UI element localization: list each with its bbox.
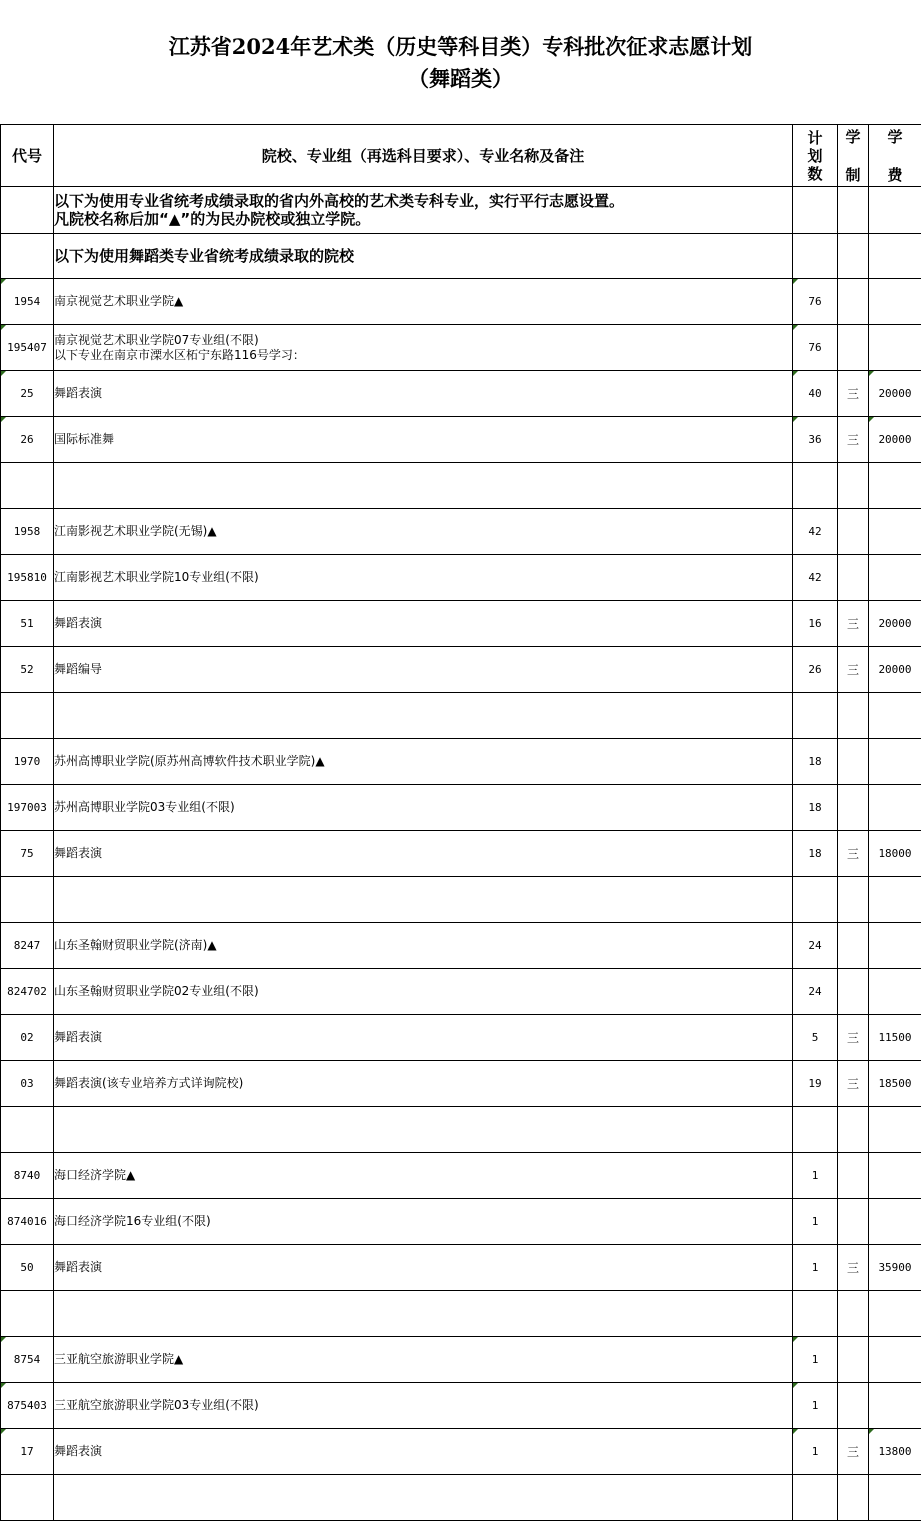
years-cell <box>838 601 869 647</box>
plan-count-cell <box>793 785 838 831</box>
name-cell <box>54 1291 793 1337</box>
plan-count-value: 24 <box>808 939 822 952</box>
cell-flag-icon <box>869 1429 874 1434</box>
name-value: 舞蹈表演 <box>54 1444 103 1458</box>
cell-flag-icon <box>793 417 798 422</box>
years-value: 三 <box>846 847 859 861</box>
fee-value: 20000 <box>878 433 912 446</box>
code-value: 8754 <box>13 1353 41 1366</box>
plan-count-cell <box>793 417 838 463</box>
fee-cell <box>869 325 921 371</box>
plan-count-cell <box>793 831 838 877</box>
code-cell <box>1 739 54 785</box>
name-cell <box>54 647 793 693</box>
plan-count-value: 1 <box>811 1353 819 1366</box>
name-cell <box>54 1015 793 1061</box>
table-row <box>1 739 921 785</box>
name-cell <box>54 1199 793 1245</box>
code-cell <box>1 693 54 739</box>
name-cell <box>54 693 793 739</box>
table-row <box>1 647 921 693</box>
name-cell <box>54 969 793 1015</box>
code-value: 75 <box>20 847 34 860</box>
fee-cell <box>869 463 921 509</box>
notice-dance-section <box>54 234 793 279</box>
plan-count-value: 5 <box>811 1031 819 1044</box>
plan-count-value: 24 <box>808 985 822 998</box>
code-value: 875403 <box>7 1399 47 1412</box>
name-cell <box>54 1429 793 1475</box>
notice-line: 以下为使用舞蹈类专业省统考成绩录取的院校 <box>54 247 355 265</box>
plan-count-value: 76 <box>808 341 822 354</box>
plan-count-value: 18 <box>808 801 822 814</box>
code-cell <box>1 279 54 325</box>
header-plan-char-1: 计 <box>807 128 823 147</box>
code-cell <box>1 1337 54 1383</box>
code-cell <box>1 555 54 601</box>
name-cell <box>54 371 793 417</box>
cell-flag-icon <box>1 417 6 422</box>
years-cell <box>838 785 869 831</box>
code-cell <box>1 1383 54 1429</box>
header-fee-char-1: 学 <box>887 127 903 146</box>
fee-cell <box>869 279 921 325</box>
code-cell <box>1 831 54 877</box>
table-row <box>1 1015 921 1061</box>
years-value: 三 <box>846 1031 859 1045</box>
name-cell <box>54 831 793 877</box>
code-value: 1954 <box>13 295 41 308</box>
years-cell <box>838 1383 869 1429</box>
years-cell <box>838 509 869 555</box>
name-value: 南京视觉艺术职业学院▲ <box>54 294 184 308</box>
name-cell <box>54 1245 793 1291</box>
years-cell <box>838 1429 869 1475</box>
table-row <box>1 279 921 325</box>
cell-flag-icon <box>793 325 798 330</box>
cell-flag-icon <box>793 279 798 284</box>
header-plan-char-2: 划 <box>807 146 823 165</box>
name-value: 舞蹈编导 <box>54 662 103 676</box>
plan-count-value: 19 <box>808 1077 822 1090</box>
code-cell <box>1 1061 54 1107</box>
empty-cell <box>869 187 921 234</box>
plan-count-cell <box>793 555 838 601</box>
fee-cell <box>869 693 921 739</box>
name-value: 舞蹈表演 <box>54 386 103 400</box>
cell-flag-icon <box>1 1429 6 1434</box>
years-cell <box>838 1475 869 1521</box>
fee-cell <box>869 647 921 693</box>
plan-count-value: 18 <box>808 755 822 768</box>
header-name: 院校、专业组（再选科目要求）、专业名称及备注 <box>54 125 793 187</box>
years-value: 三 <box>846 617 859 631</box>
code-value: 8247 <box>13 939 41 952</box>
name-cell <box>54 509 793 555</box>
code-value: 52 <box>20 663 34 676</box>
fee-cell <box>869 831 921 877</box>
code-cell <box>1 877 54 923</box>
code-cell <box>1 1199 54 1245</box>
document-subtitle: （舞蹈类） <box>408 66 513 91</box>
code-cell <box>1 1475 54 1521</box>
header-fee <box>869 125 921 187</box>
fee-cell <box>869 1199 921 1245</box>
table-header-row <box>1 125 921 187</box>
header-fee-char-2: 费 <box>887 165 903 184</box>
years-cell <box>838 1291 869 1337</box>
name-note: 以下专业在南京市溧水区柘宁东路116号学习： <box>54 347 305 362</box>
years-value: 三 <box>846 1077 859 1091</box>
name-cell <box>54 325 793 371</box>
name-cell <box>54 785 793 831</box>
cell-flag-icon <box>1 1337 6 1342</box>
header-years-char-2: 制 <box>845 165 861 184</box>
plan-count-cell <box>793 1291 838 1337</box>
name-value: 海口经济学院▲ <box>54 1168 136 1182</box>
plan-count-cell <box>793 1383 838 1429</box>
fee-cell <box>869 785 921 831</box>
plan-count-value: 42 <box>808 525 822 538</box>
code-cell <box>1 601 54 647</box>
table-row <box>1 831 921 877</box>
fee-value: 11500 <box>878 1031 912 1044</box>
cell-flag-icon <box>1 371 6 376</box>
name-value: 三亚航空旅游职业学院▲ <box>54 1352 184 1366</box>
code-value: 8740 <box>13 1169 41 1182</box>
cell-flag-icon <box>793 371 798 376</box>
empty-cell <box>793 234 838 279</box>
header-plan-count <box>793 125 838 187</box>
plan-count-cell <box>793 1245 838 1291</box>
fee-cell <box>869 1429 921 1475</box>
cell-flag-icon <box>793 1383 798 1388</box>
empty-cell <box>793 187 838 234</box>
code-value: 51 <box>20 617 34 630</box>
plan-count-cell <box>793 371 838 417</box>
plan-count-value: 36 <box>808 433 822 446</box>
code-value: 17 <box>20 1445 34 1458</box>
plan-count-cell <box>793 463 838 509</box>
spacer-row <box>1 1107 921 1153</box>
fee-cell <box>869 417 921 463</box>
notice-code-cell <box>1 187 54 234</box>
years-value: 三 <box>846 1261 859 1275</box>
years-cell <box>838 1153 869 1199</box>
table-row <box>1 1153 921 1199</box>
fee-cell <box>869 877 921 923</box>
enrollment-plan-table <box>0 124 921 1521</box>
fee-value: 20000 <box>878 663 912 676</box>
name-cell <box>54 601 793 647</box>
spacer-row <box>1 693 921 739</box>
code-cell <box>1 1153 54 1199</box>
years-cell <box>838 1015 869 1061</box>
years-cell <box>838 877 869 923</box>
plan-count-value: 1 <box>811 1169 819 1182</box>
code-value: 1970 <box>13 755 41 768</box>
notice-row <box>1 234 921 279</box>
table-row <box>1 1199 921 1245</box>
empty-cell <box>838 187 869 234</box>
fee-cell <box>869 1475 921 1521</box>
header-years-char-1: 学 <box>845 127 861 146</box>
notice-row <box>1 187 921 234</box>
table-row <box>1 1383 921 1429</box>
code-value: 824702 <box>7 985 47 998</box>
cell-flag-icon <box>1 279 6 284</box>
header-plan-char-3: 数 <box>807 164 823 183</box>
code-value: 03 <box>20 1077 34 1090</box>
code-cell <box>1 1245 54 1291</box>
table-row <box>1 1061 921 1107</box>
fee-cell <box>869 1383 921 1429</box>
plan-count-value: 76 <box>808 295 822 308</box>
years-value: 三 <box>846 387 859 401</box>
plan-count-cell <box>793 1107 838 1153</box>
code-value: 874016 <box>7 1215 47 1228</box>
fee-cell <box>869 1015 921 1061</box>
fee-value: 35900 <box>878 1261 912 1274</box>
plan-count-cell <box>793 923 838 969</box>
code-cell <box>1 1107 54 1153</box>
cell-flag-icon <box>793 1337 798 1342</box>
years-cell <box>838 739 869 785</box>
plan-count-cell <box>793 601 838 647</box>
table-row <box>1 1429 921 1475</box>
plan-count-value: 1 <box>811 1445 819 1458</box>
fee-cell <box>869 1337 921 1383</box>
name-cell <box>54 279 793 325</box>
plan-count-cell <box>793 1015 838 1061</box>
years-cell <box>838 969 869 1015</box>
name-value: 舞蹈表演 <box>54 846 103 860</box>
plan-count-value: 40 <box>808 387 822 400</box>
document-title: 江苏省2024年艺术类（历史等科目类）专科批次征求志愿计划 <box>168 34 753 59</box>
cell-flag-icon <box>793 1429 798 1434</box>
table-row <box>1 1245 921 1291</box>
plan-count-cell <box>793 1337 838 1383</box>
fee-cell <box>869 1061 921 1107</box>
plan-count-cell <box>793 1475 838 1521</box>
code-cell <box>1 785 54 831</box>
name-value: 山东圣翰财贸职业学院02专业组(不限) <box>54 984 259 998</box>
plan-count-cell <box>793 647 838 693</box>
plan-count-cell <box>793 1199 838 1245</box>
notice-parallel-volunteer <box>54 187 793 234</box>
years-cell <box>838 831 869 877</box>
code-cell <box>1 1429 54 1475</box>
name-value: 江南影视艺术职业学院(无锡)▲ <box>54 524 217 538</box>
years-cell <box>838 647 869 693</box>
table-row <box>1 923 921 969</box>
fee-cell <box>869 1245 921 1291</box>
plan-count-cell <box>793 877 838 923</box>
years-value: 三 <box>846 433 859 447</box>
spacer-row <box>1 463 921 509</box>
code-cell <box>1 371 54 417</box>
plan-count-cell <box>793 1153 838 1199</box>
name-cell <box>54 1475 793 1521</box>
code-cell <box>1 969 54 1015</box>
cell-flag-icon <box>1 325 6 330</box>
name-cell <box>54 1153 793 1199</box>
code-value: 1958 <box>13 525 41 538</box>
years-cell <box>838 1337 869 1383</box>
plan-count-value: 1 <box>811 1399 819 1412</box>
plan-count-value: 18 <box>808 847 822 860</box>
years-cell <box>838 693 869 739</box>
code-value: 195407 <box>7 341 47 354</box>
fee-value: 20000 <box>878 617 912 630</box>
fee-cell <box>869 969 921 1015</box>
code-value: 26 <box>20 433 34 446</box>
years-cell <box>838 1107 869 1153</box>
name-value: 苏州高博职业学院(原苏州高博软件技术职业学院)▲ <box>54 754 325 768</box>
name-cell <box>54 1383 793 1429</box>
notice-line: 以下为使用专业省统考成绩录取的省内外高校的艺术类专科专业，实行平行志愿设置。 <box>54 192 625 210</box>
table-row <box>1 325 921 371</box>
name-value: 国际标准舞 <box>54 432 115 446</box>
fee-cell <box>869 1291 921 1337</box>
plan-count-value: 26 <box>808 663 822 676</box>
code-value: 50 <box>20 1261 34 1274</box>
code-value: 25 <box>20 387 34 400</box>
fee-cell <box>869 739 921 785</box>
code-cell <box>1 417 54 463</box>
empty-cell <box>869 234 921 279</box>
fee-cell <box>869 371 921 417</box>
table-row <box>1 555 921 601</box>
fee-cell <box>869 601 921 647</box>
notice-line: 凡院校名称后加“▲”的为民办院校或独立学院。 <box>54 210 371 228</box>
name-cell <box>54 417 793 463</box>
empty-cell <box>838 234 869 279</box>
years-cell <box>838 555 869 601</box>
fee-cell <box>869 1107 921 1153</box>
code-cell <box>1 463 54 509</box>
years-value: 三 <box>846 663 859 677</box>
name-cell <box>54 463 793 509</box>
name-cell <box>54 555 793 601</box>
name-value: 南京视觉艺术职业学院07专业组(不限) <box>54 332 259 347</box>
fee-value: 18000 <box>878 847 912 860</box>
plan-count-value: 1 <box>811 1261 819 1274</box>
table-row <box>1 509 921 555</box>
fee-cell <box>869 555 921 601</box>
table-row <box>1 417 921 463</box>
plan-count-value: 1 <box>811 1215 819 1228</box>
code-cell <box>1 325 54 371</box>
name-cell <box>54 1107 793 1153</box>
fee-value: 20000 <box>878 387 912 400</box>
plan-count-cell <box>793 969 838 1015</box>
fee-value: 13800 <box>878 1445 912 1458</box>
name-value: 苏州高博职业学院03专业组(不限) <box>54 800 235 814</box>
code-cell <box>1 647 54 693</box>
years-cell <box>838 923 869 969</box>
name-cell <box>54 1337 793 1383</box>
years-cell <box>838 463 869 509</box>
years-cell <box>838 1061 869 1107</box>
name-cell <box>54 1061 793 1107</box>
years-cell <box>838 1199 869 1245</box>
plan-count-cell <box>793 693 838 739</box>
years-cell <box>838 371 869 417</box>
plan-count-cell <box>793 509 838 555</box>
plan-count-value: 42 <box>808 571 822 584</box>
code-value: 02 <box>20 1031 34 1044</box>
name-cell <box>54 877 793 923</box>
spacer-row <box>1 1291 921 1337</box>
years-cell <box>838 325 869 371</box>
header-years <box>838 125 869 187</box>
name-cell <box>54 739 793 785</box>
plan-count-cell <box>793 739 838 785</box>
code-value: 195810 <box>7 571 47 584</box>
plan-count-cell <box>793 279 838 325</box>
fee-cell <box>869 1153 921 1199</box>
name-value: 山东圣翰财贸职业学院(济南)▲ <box>54 938 217 952</box>
header-code: 代号 <box>1 125 54 187</box>
fee-cell <box>869 923 921 969</box>
name-value: 海口经济学院16专业组(不限) <box>54 1214 211 1228</box>
name-value: 舞蹈表演(该专业培养方式详询院校) <box>54 1076 244 1090</box>
name-value: 三亚航空旅游职业学院03专业组(不限) <box>54 1398 259 1412</box>
name-value: 舞蹈表演 <box>54 1260 103 1274</box>
code-cell <box>1 509 54 555</box>
name-cell <box>54 923 793 969</box>
name-value: 舞蹈表演 <box>54 616 103 630</box>
plan-count-value: 16 <box>808 617 822 630</box>
table-row <box>1 1337 921 1383</box>
table-row <box>1 969 921 1015</box>
plan-count-cell <box>793 1429 838 1475</box>
years-cell <box>838 417 869 463</box>
table-row <box>1 371 921 417</box>
notice-code-cell <box>1 234 54 279</box>
years-cell <box>838 1245 869 1291</box>
plan-count-cell <box>793 1061 838 1107</box>
name-value: 舞蹈表演 <box>54 1030 103 1044</box>
fee-value: 18500 <box>878 1077 912 1090</box>
name-value: 江南影视艺术职业学院10专业组(不限) <box>54 570 259 584</box>
table-row <box>1 785 921 831</box>
years-cell <box>838 279 869 325</box>
code-cell <box>1 923 54 969</box>
spacer-row <box>1 1475 921 1521</box>
cell-flag-icon <box>1 1383 6 1388</box>
spacer-row <box>1 877 921 923</box>
cell-flag-icon <box>869 417 874 422</box>
table-row <box>1 601 921 647</box>
code-cell <box>1 1015 54 1061</box>
fee-cell <box>869 509 921 555</box>
code-value: 197003 <box>7 801 47 814</box>
plan-count-cell <box>793 325 838 371</box>
code-cell <box>1 1291 54 1337</box>
years-value: 三 <box>846 1445 859 1459</box>
cell-flag-icon <box>869 371 874 376</box>
